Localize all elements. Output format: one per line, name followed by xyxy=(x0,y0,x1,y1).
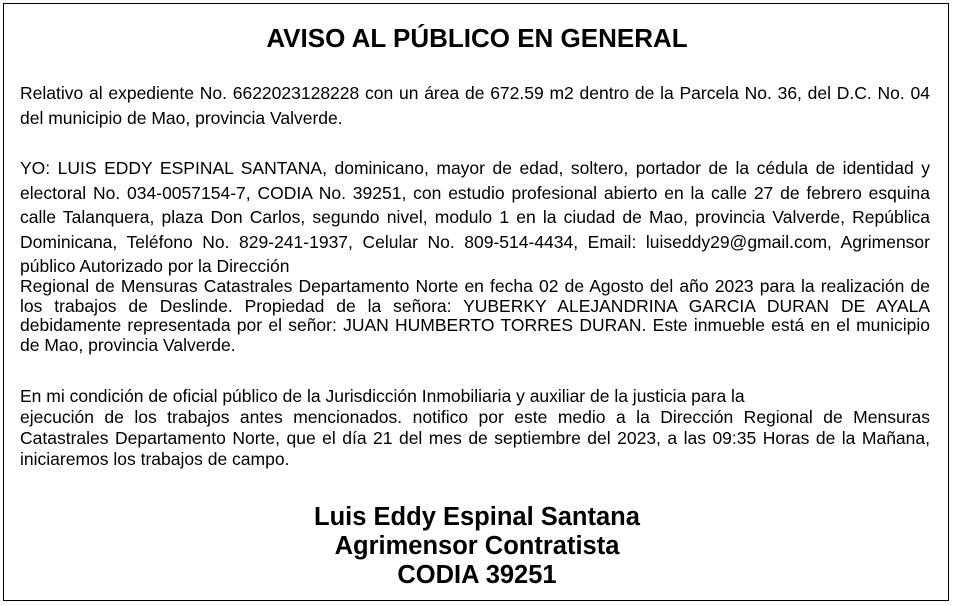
signature-role: Agrimensor Contratista xyxy=(334,532,620,560)
paragraph-declaration: YO: LUIS EDDY ESPINAL SANTANA, dominicano, mayor de edad, soltero, portador de la cédula de identidad y electoral No. 034-0057154-7, CODIA No. 39251, con estudio profesional abierto en la calle 27 de febrero esquina calle Talanquera, plaza Don Carlos, segundo nivel, modulo 1 en la ciudad de Mao, provincia Valverde, República Dominicana, Teléfono No. 829-241-1937, Celular No. 809-514-4434, Email: luiseddy29@gmail.com, Agrimensor público Autorizado por la Dirección xyxy=(20,158,930,276)
paragraph-notification: ejecución de los trabajos antes mencionados. notifico por este medio a la Dirección Regional de Mensuras Catastrales Departamento Norte, que el día 21 del mes de septiembre del 2023, a las 09:35 Horas de la Mañana, iniciaremos los trabajos de campo. xyxy=(20,407,930,469)
paragraph-notification-first-line: En mi condición de oficial público de la Jurisdicción Inmobiliaria y auxiliar de la justicia para la xyxy=(20,386,745,406)
signature-codia: CODIA 39251 xyxy=(397,561,557,589)
paragraph-expediente: Relativo al expediente No. 6622023128228 con un área de 672.59 m2 dentro de la Parcela No. 36, del D.C. No. 04 del municipio de Mao, provincia Valverde. xyxy=(20,83,930,128)
signature-block xyxy=(4,503,950,590)
signature-name: Luis Eddy Espinal Santana xyxy=(314,503,640,531)
notice-title: AVISO AL PÚBLICO EN GENERAL xyxy=(266,23,688,53)
paragraph-declaration-continued: Regional de Mensuras Catastrales Departamento Norte en fecha 02 de Agosto del año 2023 para la realización de los trabajos de Deslinde. Propiedad de la señora: YUBERKY ALEJANDRINA GARCIA DURAN DE AYALA debidamente representada por el señor: JUAN HUMBERTO TORRES DURAN. Este inmueble está en el municipio de Mao, provincia Valverde. xyxy=(20,276,930,355)
notice-frame xyxy=(3,3,949,601)
